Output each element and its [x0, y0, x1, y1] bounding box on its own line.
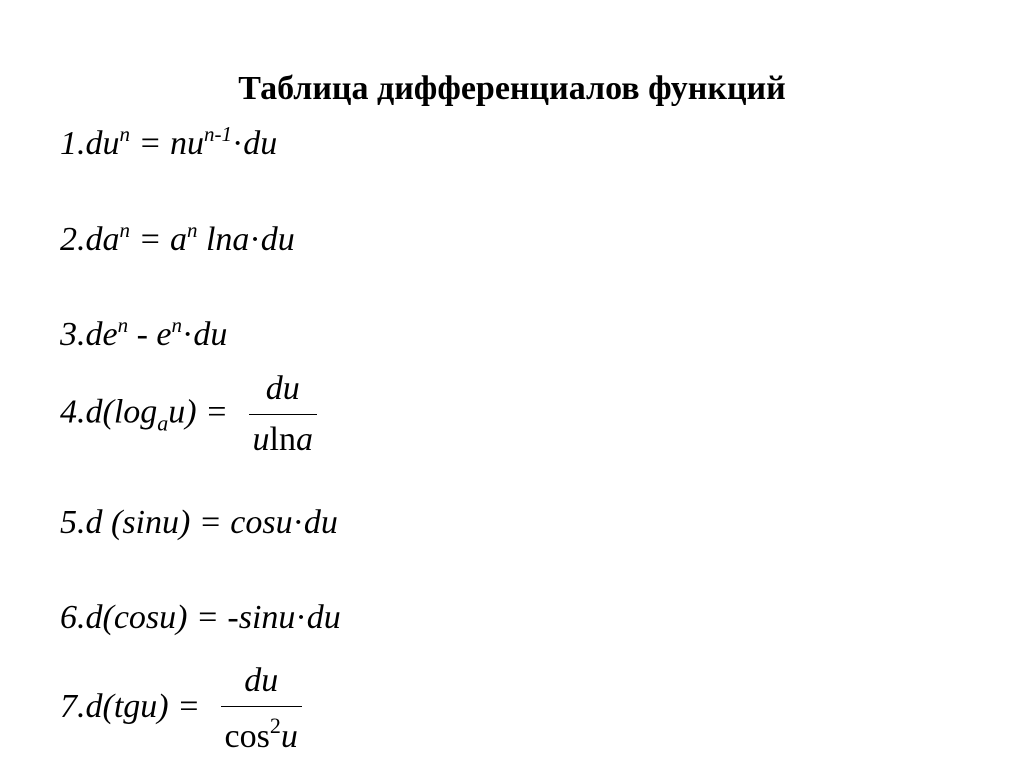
formula-number: 3.: [60, 316, 86, 353]
multiply-dot: ·: [182, 316, 194, 353]
formula-part: du: [260, 221, 295, 258]
formula-7: [60, 664, 302, 754]
formula-part: da: [85, 221, 120, 258]
fraction-numerator: du: [221, 664, 302, 707]
multiply-dot: ·: [292, 504, 304, 541]
formula-part: d (sinu) = cosu: [85, 504, 293, 541]
formula-part: lna: [197, 221, 250, 258]
formula-3: [60, 315, 227, 352]
subscript: a: [157, 410, 169, 436]
formula-number: 6.: [60, 599, 86, 636]
formula-part: d(log: [85, 393, 158, 431]
denominator-u: u: [252, 421, 270, 458]
formula-part: du: [243, 125, 278, 162]
formula-number: 4.: [60, 393, 86, 431]
denominator-u: u: [280, 718, 298, 755]
formula-part: du: [85, 125, 120, 162]
fraction: [249, 372, 317, 457]
denominator-a: a: [296, 421, 313, 458]
formula-1: [60, 124, 277, 161]
formula-2: [60, 220, 295, 257]
formula-4: [60, 372, 317, 457]
formula-part: - e: [128, 316, 172, 353]
fraction-denominator: [221, 707, 302, 754]
fraction: [221, 664, 302, 754]
formula-number: 2.: [60, 221, 86, 258]
formula-part: du: [306, 599, 341, 636]
superscript: n: [119, 218, 130, 242]
formula-part: u) =: [168, 393, 237, 431]
fraction-denominator: [249, 415, 317, 457]
multiply-dot: ·: [295, 599, 307, 636]
formula-number: 5.: [60, 504, 86, 541]
formula-part: = a: [130, 221, 187, 258]
formula-part: du: [193, 316, 228, 353]
superscript: n-1: [203, 122, 232, 146]
page-title: Таблица дифференциалов функций: [238, 70, 786, 107]
multiply-dot: ·: [249, 221, 261, 258]
formula-part: de: [85, 316, 118, 353]
formula-part: d(tgu) =: [85, 687, 209, 725]
formula-part: du: [303, 504, 338, 541]
fraction-numerator: du: [249, 372, 317, 415]
denominator-power: 2: [269, 713, 281, 738]
superscript: n: [186, 218, 198, 242]
superscript: n: [117, 313, 129, 337]
formula-part: d(cosu) = -sinu: [85, 599, 296, 636]
denominator-ln: ln: [269, 421, 296, 458]
formula-number: 7.: [60, 687, 86, 725]
multiply-dot: ·: [231, 125, 244, 162]
superscript: n: [119, 122, 130, 146]
formula-number: 1.: [60, 125, 86, 162]
superscript: n: [171, 313, 183, 337]
formula-6: [60, 601, 341, 635]
formula-part: = nu: [130, 125, 204, 162]
denominator-cos: cos: [224, 718, 270, 755]
formula-5: [60, 506, 338, 540]
